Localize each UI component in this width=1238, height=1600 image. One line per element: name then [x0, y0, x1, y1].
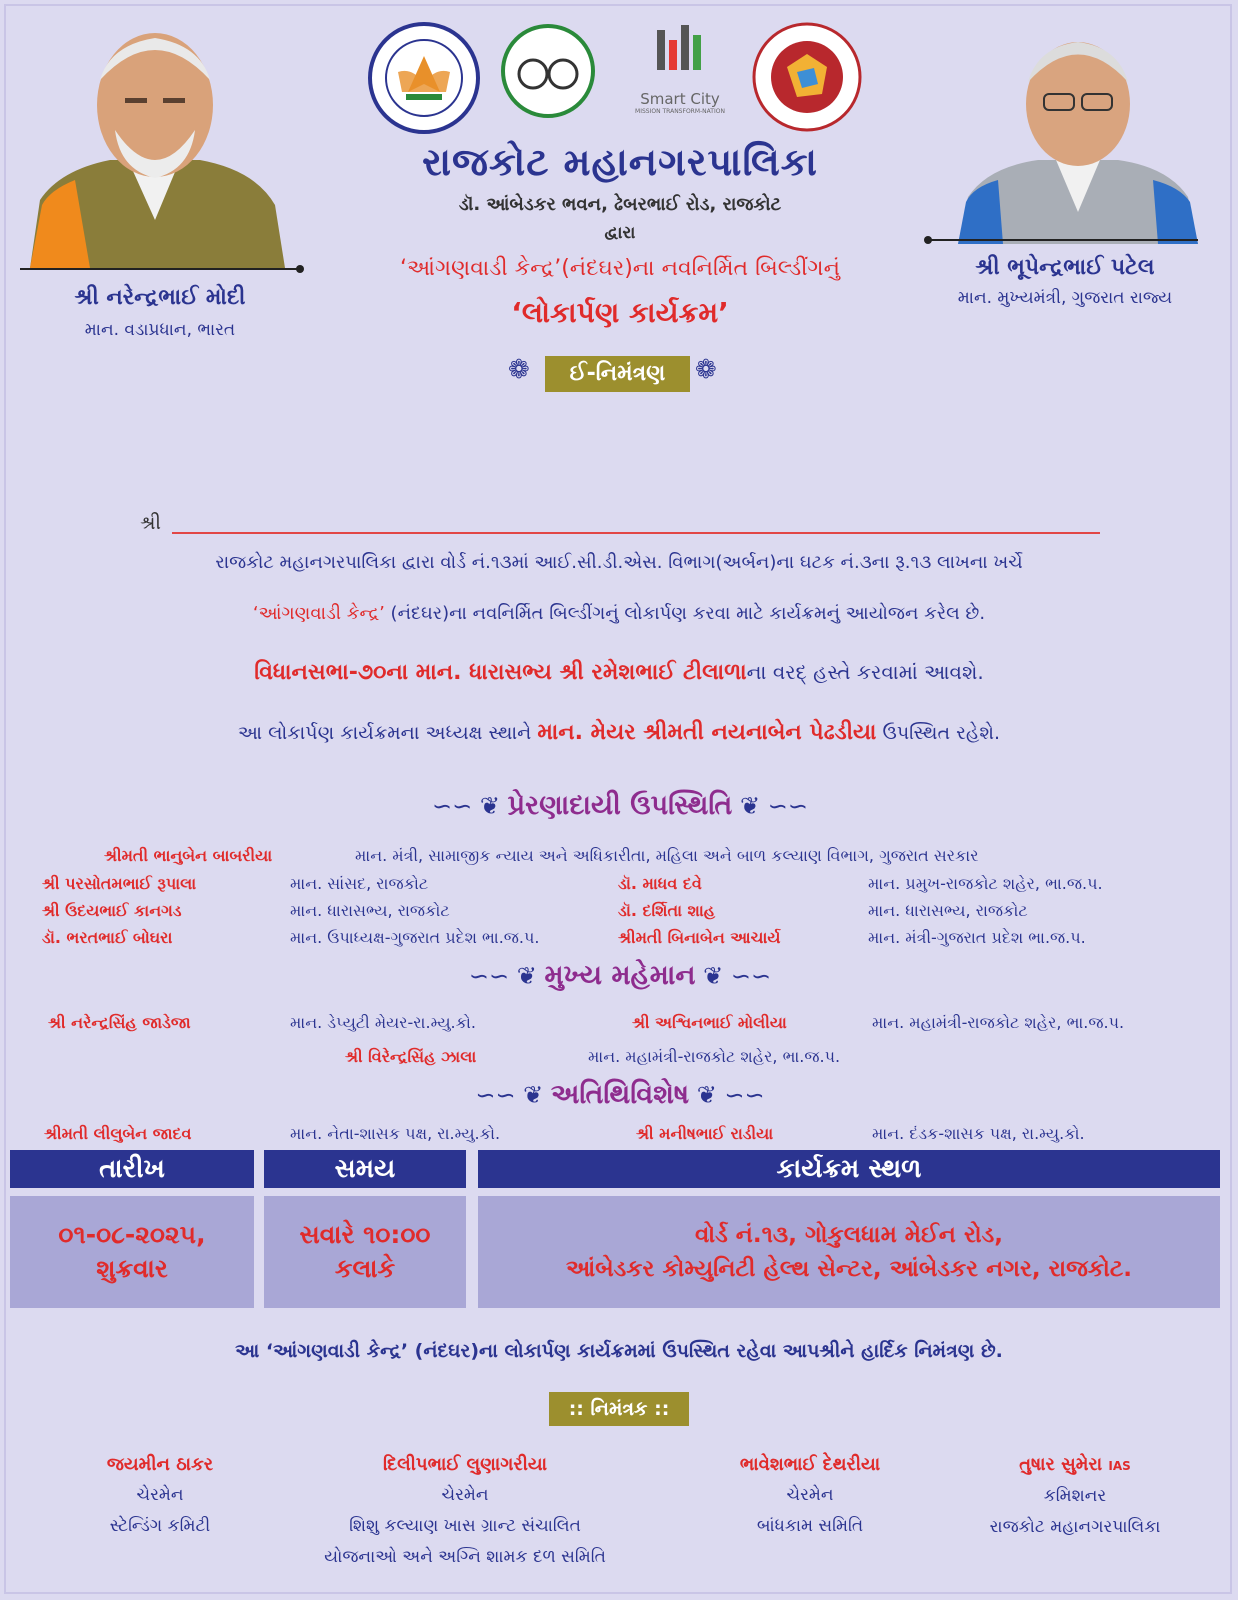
- by-text: દ્વારા: [604, 223, 636, 243]
- signatory: [60, 1450, 260, 1542]
- org-title: રાજકોટ મહાનગરપાલિકા: [422, 140, 818, 184]
- signatory-name: દિલીપભાઈ લુણાગરીયા: [383, 1454, 547, 1475]
- mayor-name: માન. મેયર શ્રીમતી નયનાબેન પેઢડીયા: [537, 720, 877, 745]
- invitee-label: શ્રી: [140, 512, 161, 534]
- signatory-dept: શિશુ કલ્યાણ ખાસ ગ્રાન્ટ સંચાલિત: [349, 1516, 581, 1536]
- invitee-name-line: [172, 532, 1100, 534]
- paragraph-3: વિધાનસભા-૭૦ના માન. ધારાસભ્ય શ્રી રમેશભાઈ ટીલાળાના વરદ્ હસ્તે કરવામાં આવશે.: [254, 660, 984, 685]
- inspiring-presence-heading: ∽∽ ❦ પ્રેરણાદાયી ઉપસ્થિતિ ❦ ∽∽: [432, 790, 808, 821]
- signatory-suffix: IAS: [1108, 1459, 1131, 1473]
- guest-name: શ્રી મનીષભાઈ રાડીયા: [636, 1124, 774, 1143]
- time-value: સવારે ૧૦:૦૦: [299, 1220, 431, 1249]
- signatory-title: ચેરમેન: [441, 1485, 489, 1505]
- guest-post: માન. સાંસદ, રાજકોટ: [290, 874, 429, 893]
- date-header: તારીખ: [10, 1150, 254, 1188]
- smart-city-tagline: MISSION TRANSFORM-NATION: [635, 108, 725, 115]
- guest-name: ડૉ. ભરતભાઈ બોઘરા: [42, 928, 173, 947]
- guest-post: માન. મહામંત્રી-રાજકોટ શહેર, ભા.જ.પ.: [872, 1013, 1125, 1032]
- swirl-right-icon: ❦ ∽∽: [732, 792, 808, 820]
- signatory-name: ભાવેશભાઈ દેથરીયા: [739, 1454, 881, 1475]
- event-headline: ‘આંગણવાડી કેન્દ્ર’(નંદઘર)ના નવનિર્મિત બિલ્ડીંગનું: [399, 256, 841, 281]
- swirl-left-icon: ∽∽ ❦: [432, 792, 508, 820]
- day-value: શુક્રવાર: [96, 1254, 168, 1283]
- paragraph-2-highlight: ‘આંગણવાડી કેન્દ્ર’: [252, 603, 385, 624]
- guest-name: ડૉ. દર્શિતા શાહ: [618, 901, 716, 920]
- paragraph-1: રાજકોટ મહાનગરપાલિકા દ્વારા વોર્ડ નં.૧૩માં આઈ.સી.ડી.એસ. વિભાગ(અર્બન)ના ઘટક નં.૩ના રૂ.૧૩ લાખના ખર્ચે: [215, 552, 1023, 573]
- swirl-right-icon: ❦ ∽∽: [695, 962, 772, 990]
- guest-name: શ્રી અશ્વિનભાઈ મોલીયા: [632, 1013, 787, 1032]
- inviter-badge: :: નિમંત્રક ::: [549, 1392, 689, 1426]
- pm-post: માન. વડાપ્રધાન, ભારત: [84, 320, 236, 340]
- pm-underline: [20, 268, 300, 270]
- paragraph-2: ‘આંગણવાડી કેન્દ્ર’ (નંદઘર)ના નવનિર્મિત બિલ્ડીંગનું લોકાર્પણ કરવા માટે કાર્યક્રમનું આયોજન કરેલ છે.: [252, 603, 986, 624]
- paragraph-4: આ લોકાર્પણ કાર્યક્રમના અધ્યક્ષ સ્થાને માન. મેયર શ્રીમતી નયનાબેન પેઢડીયા ઉપસ્થિત રહેશે.: [237, 720, 1001, 745]
- signatory-dept: રાજકોટ મહાનગરપાલિકા: [989, 1517, 1161, 1537]
- guest-post: માન. ઉપાધ્યક્ષ-ગુજરાત પ્રદેશ ભા.જ.પ.: [290, 928, 540, 947]
- signatory-title: ચેરમેન: [786, 1485, 834, 1505]
- signatory-name: જયમીન ઠાકર: [106, 1454, 214, 1475]
- date-value: ૦૧-૦૮-૨૦૨૫,: [58, 1220, 206, 1249]
- guest-post: માન. નેતા-શાસક પક્ષ, રા.મ્યુ.કો.: [290, 1124, 501, 1143]
- guest-post: માન. મંત્રી-ગુજરાત પ્રદેશ ભા.જ.પ.: [868, 928, 1086, 947]
- guest-post: માન. મંત્રી, સામાજીક ન્યાય અને અધિકારીતા, મહિલા અને બાળ કલ્યાણ વિભાગ, ગુજરાત સરકાર: [355, 846, 979, 865]
- cm-post: માન. મુખ્યમંત્રી, ગુજરાત રાજ્ય: [957, 288, 1173, 308]
- signatory-dept-2: યોજનાઓ અને અગ્નિ શામક દળ સમિતિ: [324, 1547, 606, 1567]
- guest-post: માન. ડેપ્યુટી મેયર-રા.મ્યુ.કો.: [290, 1013, 477, 1032]
- swachh-bharat-logo: [501, 24, 595, 118]
- venue-line-2: આંબેડકર કોમ્યુનિટી હેલ્થ સેન્ટર, આંબેડકર નગર, રાજકોટ.: [565, 1256, 1133, 1282]
- guest-name: શ્રી નરેન્દ્રસિંહ જાડેજા: [48, 1013, 191, 1032]
- guest-name: શ્રી ઉદયભાઈ કાનગડ: [42, 901, 182, 920]
- signatory: [950, 1450, 1200, 1543]
- flourish-right-icon: ❁: [695, 355, 717, 385]
- event-title: ‘લોકાર્પણ કાર્યક્રમ’: [511, 296, 729, 329]
- signatory-title: કમિશનર: [1043, 1486, 1107, 1506]
- venue-header: કાર્યક્રમ સ્થળ: [478, 1150, 1220, 1188]
- org-address: ડૉ. આંબેડકર ભવન, ઢેબરભાઈ રોડ, રાજકોટ: [458, 194, 782, 215]
- time-cell: [264, 1196, 466, 1308]
- guest-name: શ્રી વિરેન્દ્રસિંહ ઝાલા: [345, 1047, 477, 1066]
- time-header: સમય: [264, 1150, 466, 1188]
- guest-post: માન. પ્રમુખ-રાજકોટ શહેર, ભા.જ.પ.: [868, 874, 1103, 893]
- swirl-left-icon: ∽∽ ❦: [468, 962, 545, 990]
- signatory-dept: બાંધકામ સમિતિ: [756, 1516, 864, 1536]
- guest-name: ડૉ. માધવ દવે: [618, 874, 702, 893]
- flourish-left-icon: ❁: [508, 355, 530, 385]
- chief-guest-heading: ∽∽ ❦ મુખ્ય મહેમાન ❦ ∽∽: [468, 960, 772, 991]
- guest-post: માન. ધારાસભ્ય, રાજકોટ: [868, 901, 1028, 920]
- signatory-title: ચેરમેન: [136, 1485, 184, 1505]
- cm-underline: [928, 239, 1198, 241]
- guest-name: શ્રીમતી બિનાબેન આચાર્ય: [618, 928, 781, 947]
- swirl-right-icon: ❦ ∽∽: [689, 1081, 765, 1109]
- smart-city-logo: [625, 20, 735, 120]
- guest-post: માન. ધારાસભ્ય, રાજકોટ: [290, 901, 450, 920]
- closing-invitation: આ ‘આંગણવાડી કેન્દ્ર’ (નંદઘર)ના લોકાર્પણ કાર્યક્રમમાં ઉપસ્થિત રહેવા આપશ્રીને હાર્દિક નિમંત્રણ છે.: [235, 1340, 1003, 1362]
- venue-line-1: વોર્ડ નં.૧૩, ગોકુલધામ મેઈન રોડ,: [695, 1222, 1003, 1248]
- guest-name: શ્રીમતી ભાનુબેન બાબરીયા: [104, 846, 273, 865]
- cm-portrait: [958, 32, 1198, 244]
- urban-development-logo: [752, 22, 862, 132]
- guest-name: શ્રીમતી લીલુબેન જાદવ: [44, 1124, 192, 1143]
- guest-post: માન. દંડક-શાસક પક્ષ, રા.મ્યુ.કો.: [872, 1124, 1085, 1143]
- guest-name: શ્રી પરસોતમભાઈ રૂપાલા: [42, 874, 197, 893]
- e-invite-badge: ઈ-નિમંત્રણ: [545, 356, 690, 392]
- pm-portrait: [20, 20, 290, 268]
- smart-city-text: Smart City: [640, 90, 720, 108]
- signatory-dept: સ્ટેન્ડિંગ કમિટી: [109, 1516, 211, 1536]
- pm-name: શ્રી નરેન્દ્રભાઈ મોદી: [74, 285, 246, 310]
- signatory: [270, 1450, 660, 1573]
- swirl-left-icon: ∽∽ ❦: [475, 1081, 551, 1109]
- mla-name: વિધાનસભા-૭૦ના માન. ધારાસભ્ય શ્રી રમેશભાઈ ટીલાળા: [254, 660, 747, 685]
- date-cell: [10, 1196, 254, 1308]
- venue-cell: [478, 1196, 1220, 1308]
- guest-post: માન. મહામંત્રી-રાજકોટ શહેર, ભા.જ.પ.: [588, 1047, 841, 1066]
- rmc-logo: [368, 22, 480, 134]
- signatory-name: તુષાર સુમેરા IAS: [1019, 1454, 1131, 1475]
- cm-name: શ્રી ભૂપેન્દ્રભાઈ પટેલ: [975, 255, 1155, 280]
- special-guest-heading: ∽∽ ❦ અતિથિવિશેષ ❦ ∽∽: [475, 1079, 765, 1110]
- time-suffix: કલાકે: [334, 1254, 396, 1283]
- signatory: [700, 1450, 920, 1542]
